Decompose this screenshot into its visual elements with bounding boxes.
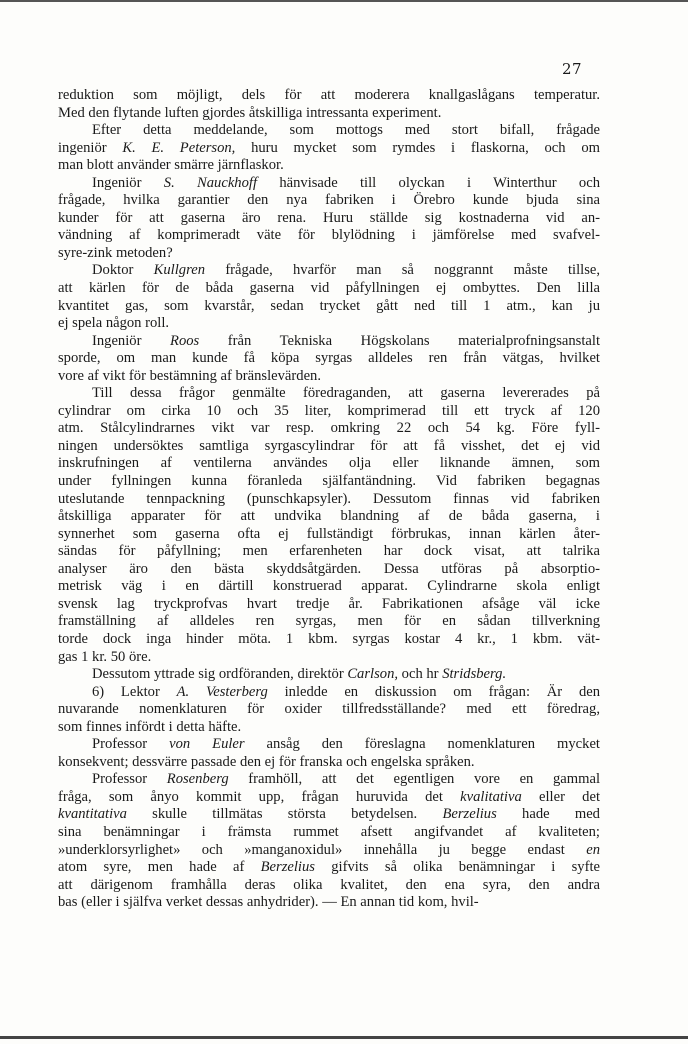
text-run: inledde en diskussion om frågan: Är den (267, 683, 601, 700)
paragraph (58, 736, 600, 771)
text-run: Ingeniör (92, 332, 171, 349)
text-run: under fyllningen kunna föranleda själfantändning. Vid fabriken begagnas (58, 473, 600, 490)
text-line (58, 157, 600, 175)
text-run: Professor (92, 771, 167, 788)
text-line (58, 736, 600, 754)
paragraph (58, 684, 600, 737)
text-run: kunder för att gaserna äro rena. Huru ställde sig kostnaderna vid an- (58, 209, 600, 226)
text-run: cylindrar om cirka 10 och 35 liter, komprimerad till ett tryck af 120 (58, 402, 600, 419)
text-line (58, 526, 600, 544)
paragraph (58, 87, 600, 122)
text-run: och hr (398, 666, 443, 683)
italic-name: Kullgren (153, 262, 206, 279)
text-line (58, 596, 600, 614)
text-run: vore af vikt för bestämning af bränslevärden. (58, 367, 321, 384)
text-run: nuvarande nomenklaturen för oxider tillfredsställande? med ett föredrag, (58, 701, 600, 718)
text-run: ansåg den föreslagna nomenklaturen mycket (244, 736, 600, 753)
text-run: bas (eller i själfva verket dessas anhydrider). — En annan tid kom, hvil- (58, 894, 479, 911)
text-run: gas 1 kr. 50 öre. (58, 648, 152, 665)
text-line (58, 420, 600, 438)
paragraph (58, 771, 600, 911)
text-run: atm. Stålcylindrarnes vikt var resp. omkring 22 och 54 kg. Före fyll- (58, 420, 600, 437)
text-run: analyser äro den bästa skyddsåtgärden. Dessa utföras på absorptio- (58, 560, 600, 577)
italic-name: kvantitativa (58, 806, 127, 823)
text-line (58, 543, 600, 561)
text-run: framställning af alldeles ren syrgas, men för en sådan tillverkning (58, 613, 600, 630)
paragraph (58, 122, 600, 175)
text-line (58, 894, 600, 912)
body-text (58, 87, 600, 912)
italic-name: Berzelius (260, 859, 315, 876)
text-run: att kärlen för de båda gaserna vid påfyllningen ej ombyttes. Den lilla (58, 280, 600, 297)
text-line (58, 350, 600, 368)
text-run: kvantitet gas, som kvarstår, sedan trycket gått ned till 1 atm., kan ju (58, 297, 600, 314)
text-run: frågade, hvilka garantier den nya fabriken i Örebro kunde bjuda sina (58, 192, 600, 209)
text-run: 6) Lektor (92, 683, 177, 700)
text-run: sändas för påfyllning; men erfarenheten har dock visat, att talrika (58, 543, 600, 560)
text-line (58, 877, 600, 895)
text-line (58, 192, 600, 210)
page-top-edge (0, 0, 688, 2)
text-line (58, 368, 600, 386)
text-run: Professor (92, 736, 170, 753)
text-line (58, 175, 600, 193)
text-line (58, 315, 600, 333)
italic-name: Stridsberg. (442, 666, 507, 683)
text-run: Ingeniör (92, 174, 164, 191)
text-line (58, 105, 600, 123)
text-run: skulle tillmätas största betydelsen. (126, 806, 443, 823)
italic-name: S. Nauckhoff (163, 174, 258, 191)
text-line (58, 754, 600, 772)
text-line (58, 806, 600, 824)
text-line (58, 719, 600, 737)
page-bottom-edge (0, 1036, 688, 1039)
text-run: »underklorsyrlighet» och »manganoxidul» innehålla ju begge endast (58, 841, 587, 858)
italic-name: Carlson, (347, 666, 399, 683)
text-line (58, 227, 600, 245)
italic-name: von Euler (169, 736, 245, 753)
italic-name: Berzelius (442, 806, 497, 823)
text-run: huru mycket som rymdes i flaskorna, och om (235, 139, 600, 156)
text-line (58, 631, 600, 649)
text-run: uteslutande tennpackning (punschkapsyler). Dessutom finnas vid fabriken (58, 490, 600, 507)
text-run: hade med (496, 806, 600, 823)
text-run: framhöll, att det egentligen vore en gammal (228, 771, 600, 788)
text-run: sina benämningar i främsta rummet afsett angifvandet af kvaliteten; (58, 823, 600, 840)
text-run: Med den flytande luften gjordes åtskilliga intressanta experiment. (58, 104, 442, 121)
text-line (58, 298, 600, 316)
text-run: konsekvent; dessvärre passade den ej för franska och engelska språken. (58, 753, 475, 770)
text-run: ningen undersöktes samtliga syrgascylindrar för att få visshet, det ej vid (58, 437, 600, 454)
text-line (58, 684, 600, 702)
text-run: man blott använder smärre järnflaskor. (58, 157, 284, 174)
text-line (58, 438, 600, 456)
italic-name: Roos (170, 332, 200, 349)
text-run: torde dock inga hinder möta. 1 kbm. syrgas kostar 4 kr., 1 kbm. vät- (58, 630, 600, 647)
text-line (58, 771, 600, 789)
text-line (58, 473, 600, 491)
text-run: svensk lag tryckprofvas hvart tredje år. Fabrikationen afsåge väl icke (58, 595, 600, 612)
italic-name: K. E. Peterson, (122, 139, 236, 156)
text-run: metrisk väg i en därtill konstruerad apparat. Cylindrarne skola enligt (58, 578, 600, 595)
italic-name: Rosenberg (166, 771, 229, 788)
text-run: som finnes infördt i detta häfte. (58, 718, 242, 735)
paragraph (58, 385, 600, 666)
text-line (58, 578, 600, 596)
text-line (58, 649, 600, 667)
text-line (58, 508, 600, 526)
text-run: att därigenom framhålla deras olika kvalitet, den ena syra, den andra (58, 876, 600, 893)
text-run: Till dessa frågor genmälte föredraganden, att gaserna levererades på (92, 385, 600, 402)
text-run: fråga, som ånyo kommit upp, frågan huruvida det (58, 788, 461, 805)
text-line (58, 701, 600, 719)
text-line (58, 789, 600, 807)
text-line (58, 842, 600, 860)
text-run: vändning af komprimeradt väte för blylödning i jämförelse med svafvel- (58, 227, 600, 244)
text-run: frågade, hvarför man så noggrannt måste tillse, (205, 262, 600, 279)
italic-name: A. Vesterberg (176, 683, 268, 700)
text-line (58, 824, 600, 842)
text-line (58, 455, 600, 473)
paragraph (58, 666, 600, 684)
paragraph (58, 262, 600, 332)
text-line (58, 210, 600, 228)
text-line (58, 491, 600, 509)
text-run: eller det (521, 788, 600, 805)
text-line (58, 561, 600, 579)
text-run: sporde, om man kunde få köpa syrgas alldeles ren från vätgas, hvilket (58, 350, 600, 367)
text-run: inskrufningen af ventilerna användes olja eller liknande ämnen, som (58, 455, 600, 472)
text-line (58, 403, 600, 421)
text-run: reduktion som möjligt, dels för att moderera knallgaslågans temperatur. (58, 87, 600, 103)
text-line (58, 613, 600, 631)
text-line (58, 87, 600, 105)
text-run: ingeniör (58, 139, 123, 156)
text-line (58, 245, 600, 263)
text-line (58, 262, 600, 280)
paragraph (58, 175, 600, 263)
text-run: Dessutom yttrade sig ordföranden, direktör (92, 666, 348, 683)
text-line (58, 859, 600, 877)
italic-name: kvalitativa (460, 788, 522, 805)
text-run: ej spela någon roll. (58, 315, 170, 332)
text-line (58, 140, 600, 158)
page-number: 27 (562, 60, 583, 78)
text-line (58, 666, 600, 684)
text-run: åtskilliga apparater för att undvika blandning af de båda gaserna, i (58, 508, 600, 525)
text-line (58, 333, 600, 351)
text-run: Doktor (92, 262, 154, 279)
text-run: syre-zink metoden? (58, 244, 173, 261)
text-run: Efter detta meddelande, som mottogs med stort bifall, frågade (92, 122, 600, 139)
text-run: synnerhet som gaserna ofta ej fullständigt förbrukas, innan kärlen åter- (58, 525, 600, 542)
italic-name: en (586, 841, 600, 858)
text-line (58, 122, 600, 140)
text-line (58, 280, 600, 298)
text-run: atom syre, men hade af (58, 859, 261, 876)
text-line (58, 385, 600, 403)
text-run: hänvisade till olyckan i Winterthur och (257, 174, 600, 191)
text-run: gifvits så olika benämningar i syfte (314, 859, 600, 876)
paragraph (58, 333, 600, 386)
text-run: från Tekniska Högskolans materialprofningsanstalt (199, 332, 600, 349)
